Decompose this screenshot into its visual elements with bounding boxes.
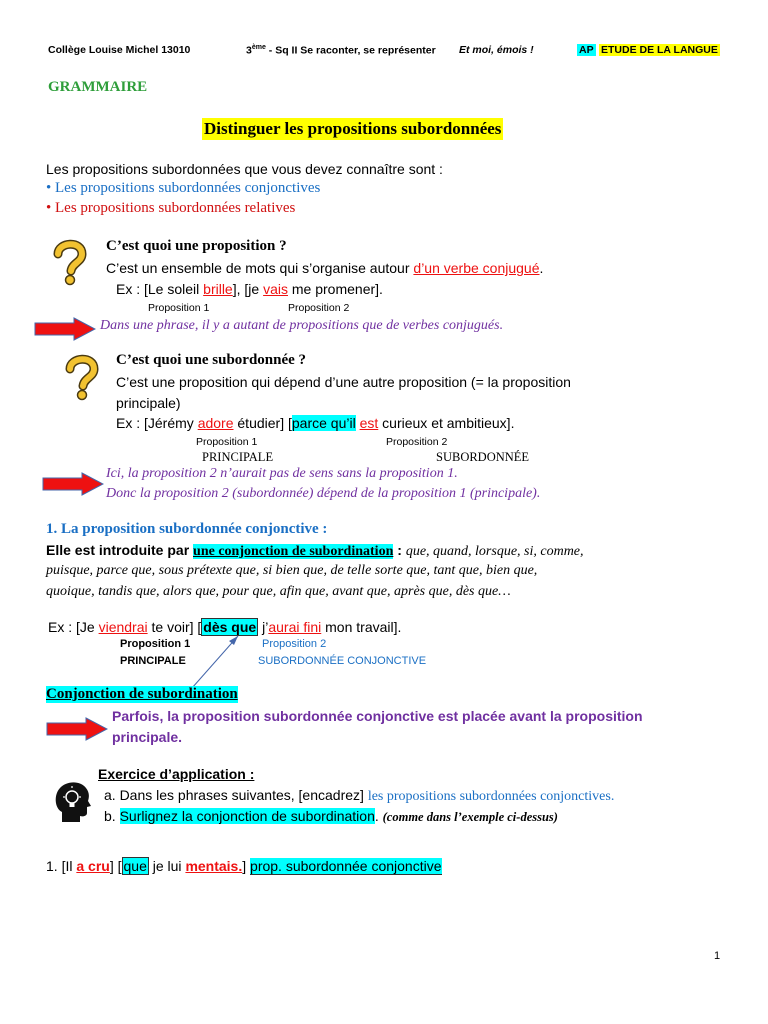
- exercise-sentence-1: [46, 858, 442, 874]
- q2-ex-verb1: adore: [197, 415, 234, 431]
- ex1-conjunction: que: [123, 858, 147, 874]
- q1-def-verb: d’un verbe conjugué: [413, 260, 540, 276]
- q2-definition-line1: C’est une proposition qui dépend d’une autre proposition (= la proposition: [116, 374, 571, 390]
- part1-ex-part: te voir] [: [147, 619, 202, 635]
- q2-ex-part: Ex : [Jérémy: [116, 415, 198, 431]
- exercise-b-letter: b.: [104, 808, 120, 824]
- q1-label-prop1: Proposition 1: [148, 302, 210, 314]
- red-arrow-icon: [42, 472, 104, 496]
- level-sup: ème: [251, 44, 266, 51]
- red-arrow-icon: [46, 717, 108, 741]
- q1-note: Dans une phrase, il y a autant de propositions que de verbes conjugués.: [100, 318, 504, 333]
- exercise-b-dot: .: [374, 808, 383, 824]
- part1-label-principale: PRINCIPALE: [120, 655, 186, 667]
- exercise-instruction-a: [104, 787, 614, 805]
- part1-note-line1: Parfois, la proposition subordonnée conjonctive est placée avant la proposition: [112, 708, 643, 724]
- q1-def-end: .: [539, 260, 544, 276]
- red-arrow-icon: [34, 317, 96, 341]
- intro-bullet-relatives: • Les propositions subordonnées relatives: [46, 200, 296, 216]
- ex1-part: ] [: [109, 858, 122, 874]
- q2-note-line2: Donc la proposition 2 (subordonnée) dépend de la proposition 1 (principale).: [106, 486, 541, 501]
- part1-ex-part: Ex : [Je: [48, 619, 99, 635]
- part1-heading: 1. La proposition subordonnée conjonctive :: [46, 521, 328, 537]
- ex1-verb1: a cru: [76, 858, 110, 874]
- intro-text: Les propositions subordonnées que vous devez connaître sont :: [46, 161, 443, 177]
- q2-label-prop1: Proposition 1: [196, 436, 258, 448]
- part1-ex-conjunction: dès que: [203, 619, 257, 635]
- q2-definition-line2: principale): [116, 395, 181, 411]
- q1-label-prop2: Proposition 2: [288, 302, 350, 314]
- exercise-b-highlight: Surlignez la conjonction de subordination: [119, 808, 375, 824]
- q2-title: C’est quoi une subordonnée ?: [116, 352, 307, 368]
- part1-ex-part: mon travail].: [321, 619, 402, 635]
- part1-intro-colon: :: [393, 542, 406, 558]
- q2-ex-verb2: est: [359, 415, 379, 431]
- ex1-part: je lui: [148, 858, 186, 874]
- q2-label-prop2: Proposition 2: [386, 436, 448, 448]
- pointer-arrow-icon: [188, 632, 244, 690]
- q1-definition: [106, 260, 543, 276]
- q2-ex-part: étudier] [: [233, 415, 292, 431]
- page-title: Distinguer les propositions subordonnées: [204, 119, 502, 138]
- q1-example: [116, 281, 383, 297]
- question-mark-icon: [50, 238, 90, 286]
- q2-example: [116, 415, 514, 431]
- part1-label-prop1: Proposition 1: [120, 638, 191, 650]
- q2-ex-conjunction: parce qu’il: [291, 415, 356, 431]
- sequence: - Sq II Se raconter, se représenter: [265, 44, 436, 57]
- header-sequence: [246, 44, 436, 57]
- part1-conj-list-line1: que, quand, lorsque, si, comme,: [405, 544, 584, 559]
- part1-ex-part: j’: [258, 619, 269, 635]
- q1-ex-part: ], [je: [232, 281, 264, 297]
- exercise-b-note: (comme dans l’exemple ci-dessus): [382, 810, 558, 824]
- ex1-answer-label: prop. subordonnée conjonctive: [250, 858, 442, 874]
- q1-ex-verb1: brille: [203, 281, 233, 297]
- q2-note-line1: Ici, la proposition 2 n’aurait pas de sens sans la proposition 1.: [106, 466, 458, 481]
- header-school: Collège Louise Michel 13010: [48, 44, 191, 56]
- exercise-title: Exercice d’application :: [98, 766, 255, 782]
- q2-ex-part: curieux et ambitieux].: [378, 415, 515, 431]
- level: 3: [246, 44, 252, 57]
- head-lightbulb-icon: [52, 780, 92, 824]
- part1-ex-verb2: aurai fini: [268, 619, 322, 635]
- q2-label-subordonnee: SUBORDONNÉE: [436, 450, 530, 464]
- part1-label-subordonnee: SUBORDONNÉE CONJONCTIVE: [258, 655, 427, 667]
- q1-ex-verb2: vais: [263, 281, 288, 297]
- exercise-instruction-b: [104, 808, 558, 825]
- ex1-verb2: mentais.: [185, 858, 243, 874]
- ex1-part: 1. [Il: [46, 858, 77, 874]
- part1-conj-list-line3: quoique, tandis que, alors que, pour que, afin que, avant que, après que, dès que…: [46, 584, 511, 599]
- section-label: GRAMMAIRE: [48, 79, 148, 95]
- header-domain: ETUDE DE LA LANGUE: [601, 44, 718, 56]
- part1-label-prop2: Proposition 2: [262, 638, 327, 650]
- q1-def-text: C’est un ensemble de mots qui s’organise autour: [106, 260, 414, 276]
- q1-ex-part: me promener].: [288, 281, 383, 297]
- intro-bullet-conjonctives: • Les propositions subordonnées conjonctives: [46, 180, 321, 196]
- part1-conj-list-line2: puisque, parce que, sous prétexte que, si bien que, de telle sorte que, tant que, bien que,: [46, 563, 538, 578]
- part1-intro: [46, 542, 584, 560]
- question-mark-icon: [62, 353, 102, 401]
- exercise-a-text: a. Dans les phrases suivantes, [encadrez]: [104, 787, 368, 803]
- page-number: 1: [714, 950, 721, 962]
- q2-label-principale: PRINCIPALE: [202, 450, 274, 464]
- header-ap: AP: [579, 44, 594, 56]
- header-subtitle: Et moi, émois !: [459, 44, 534, 56]
- part1-ex-verb1: viendrai: [98, 619, 148, 635]
- part1-intro-text: Elle est introduite par: [46, 542, 194, 558]
- exercise-a-highlight: les propositions subordonnées conjonctives.: [367, 789, 615, 804]
- ex1-part: ]: [242, 858, 251, 874]
- q1-title: C’est quoi une proposition ?: [106, 238, 287, 254]
- part1-note-line2: principale.: [112, 729, 183, 745]
- q1-ex-part: Ex : [Le soleil: [116, 281, 204, 297]
- part1-intro-highlight: une conjonction de subordination: [193, 544, 394, 559]
- conjunction-label: Conjonction de subordination: [46, 686, 238, 702]
